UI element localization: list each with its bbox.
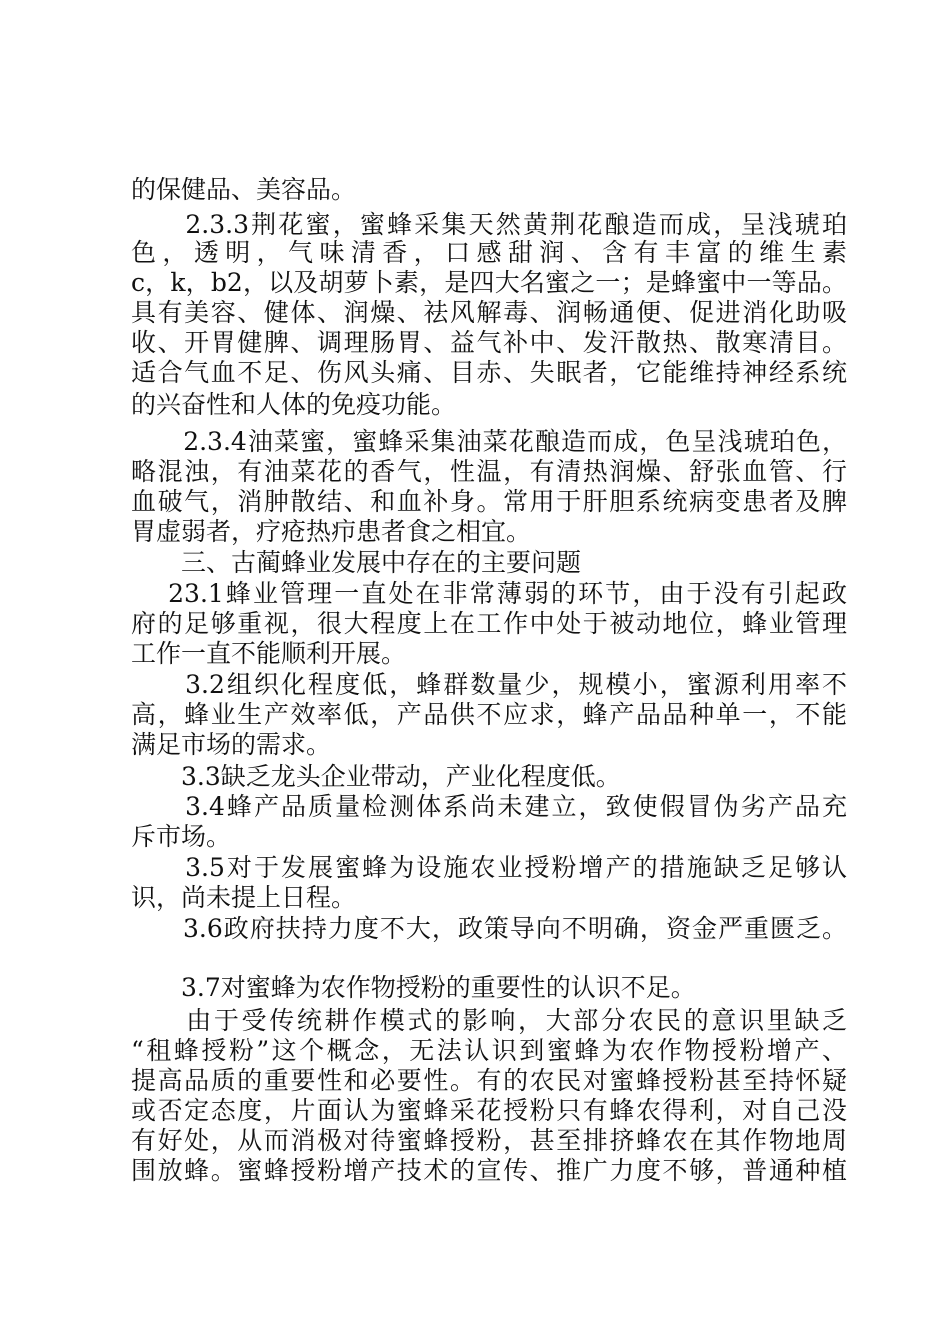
text-line: 3.5对于发展蜜蜂为设施农业授粉增产的措施缺乏足够认 (131, 853, 847, 882)
text-line: 满足市场的需求。 (131, 730, 332, 759)
text-line: “租蜂授粉”这个概念，无法认识到蜜蜂为农作物授粉增产、 (131, 1036, 847, 1065)
text-line: 3.7对蜜蜂为农作物授粉的重要性的认识不足。 (131, 973, 696, 1002)
text-line: 有好处，从而消极对待蜜蜂授粉，甚至排挤蜂农在其作物地周 (131, 1126, 847, 1155)
text-line: 或否定态度，片面认为蜜蜂采花授粉只有蜂农得利，对自己没 (131, 1096, 847, 1125)
text-line: 由于受传统耕作模式的影响，大部分农民的意识里缺乏 (131, 1006, 847, 1035)
text-line: 血破气，消肿散结、和血补身。常用于肝胆系统病变患者及脾 (131, 487, 847, 516)
text-line: 高，蜂业生产效率低，产品供不应求，蜂产品品种单一，不能 (131, 700, 847, 729)
text-line: 略混浊，有油菜花的香气，性温，有清热润燥、舒张血管、行 (131, 457, 847, 486)
text-line: 2.3.4油菜蜜，蜜蜂采集油菜花酿造而成，色呈浅琥珀色， (131, 427, 847, 456)
text-line: 3.6政府扶持力度不大，政策导向不明确，资金严重匮乏。 (131, 914, 847, 943)
text-line: c，k，b2，以及胡萝卜素，是四大名蜜之一；是蜂蜜中一等品。 (131, 268, 847, 297)
text-line: 23.1蜂业管理一直处在非常薄弱的环节，由于没有引起政 (131, 579, 847, 608)
text-line: 工作一直不能顺利开展。 (131, 639, 407, 668)
text-line: 3.3缺乏龙头企业带动，产业化程度低。 (131, 762, 621, 791)
text-line: 的保健品、美容品。 (131, 175, 357, 204)
text-line: 色，透明，气味清香，口感甜润、含有丰富的维生素 (131, 238, 847, 267)
text-line: 具有美容、健体、润燥、祛风解毒、润畅通便、促进消化助吸 (131, 298, 847, 327)
text-line: 2.3.3荆花蜜，蜜蜂采集天然黄荆花酿造而成，呈浅琥珀 (131, 210, 847, 239)
text-line: 3.4蜂产品质量检测体系尚未建立，致使假冒伪劣产品充 (131, 792, 847, 821)
section-heading: 三、古蔺蜂业发展中存在的主要问题 (131, 548, 582, 577)
text-line: 收、开胃健脾、调理肠胃、益气补中、发汗散热、散寒清目。 (131, 328, 847, 357)
text-line: 围放蜂。蜜蜂授粉增产技术的宣传、推广力度不够，普通种植 (131, 1156, 847, 1185)
text-line: 识，尚未提上日程。 (131, 883, 357, 912)
text-line: 提高品质的重要性和必要性。有的农民对蜜蜂授粉甚至持怀疑 (131, 1066, 847, 1095)
text-line: 斥市场。 (131, 822, 232, 851)
text-line: 适合气血不足、伤风头痛、目赤、失眠者，它能维持神经系统 (131, 358, 847, 387)
text-line: 胃虚弱者，疗疮热疖患者食之相宜。 (131, 517, 532, 546)
text-line: 3.2组织化程度低，蜂群数量少，规模小，蜜源利用率不 (131, 670, 847, 699)
text-line: 府的足够重视，很大程度上在工作中处于被动地位，蜂业管理 (131, 609, 847, 638)
text-line: 的兴奋性和人体的免疫功能。 (131, 390, 457, 419)
